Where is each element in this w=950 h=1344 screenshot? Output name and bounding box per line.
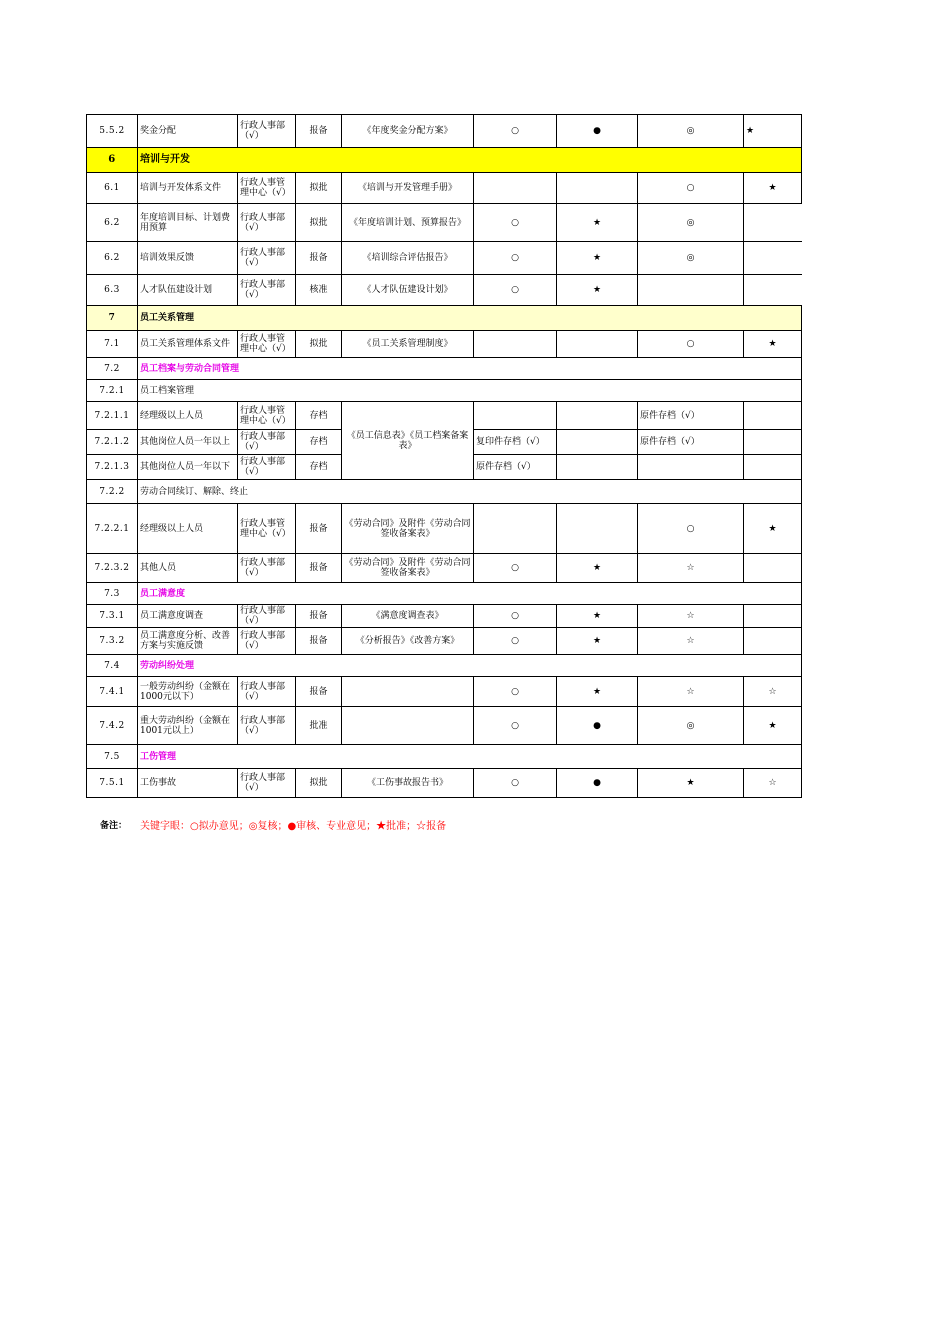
cell-col4 [744,430,802,455]
operation: 报备 [296,242,342,275]
table-row [87,504,802,554]
row-code: 7.2.1 [87,380,138,402]
item-name: 人才队伍建设计划 [138,275,238,306]
row-code: 7.2.3.2 [87,554,138,583]
table-row [87,402,802,430]
document-name: 《年度奖金分配方案》 [342,115,474,148]
subsection-title: 工伤管理 [138,745,802,769]
subsection-title: 劳动合同续订、解除、终止 [138,480,802,504]
document-name [342,707,474,745]
section-code: 7 [87,306,138,331]
symbol-col4: ★ [744,173,802,204]
table-row [87,745,802,769]
symbol-col2: ● [557,769,638,798]
cell-col3: 原件存档（√） [638,430,744,455]
symbol-col4 [744,204,802,242]
symbol-col4: ☆ [744,769,802,798]
subsection-title: 员工档案与劳动合同管理 [138,358,802,380]
table-row [87,275,802,306]
document-name: 《满意度调查表》 [342,605,474,628]
symbol-col1: ○ [474,769,557,798]
row-code: 7.2.2 [87,480,138,504]
symbol-col3: ◎ [638,242,744,275]
row-code: 6.2 [87,242,138,275]
table-row [87,628,802,655]
cell-col4 [744,402,802,430]
item-name: 其他岗位人员一年以上 [138,430,238,455]
document-name: 《员工信息表》《员工档案备案表》 [342,402,474,480]
cell-col1: 复印件存档（√） [474,430,557,455]
item-name: 一般劳动纠纷（金额在1000元以下） [138,677,238,707]
department: 行政人事管理中心（√） [238,173,296,204]
document-name: 《人才队伍建设计划》 [342,275,474,306]
operation: 存档 [296,402,342,430]
document-name [342,677,474,707]
operation: 报备 [296,554,342,583]
cell-col2 [557,402,638,430]
document-name: 《员工关系管理制度》 [342,331,474,358]
department: 行政人事管理中心（√） [238,331,296,358]
symbol-col1: ○ [474,677,557,707]
operation: 存档 [296,455,342,480]
cell-col4 [744,455,802,480]
operation: 报备 [296,605,342,628]
symbol-col4 [744,275,802,306]
symbol-col4: ☆ [744,677,802,707]
table-row [87,306,802,331]
symbol-col3: ☆ [638,605,744,628]
department: 行政人事部（√） [238,204,296,242]
symbol-col1: ○ [474,554,557,583]
symbol-col1 [474,173,557,204]
row-code: 7.3 [87,583,138,605]
table-row [87,677,802,707]
item-name: 培训与开发体系文件 [138,173,238,204]
document-name: 《工伤事故报告书》 [342,769,474,798]
symbol-col4 [744,605,802,628]
operation: 批准 [296,707,342,745]
symbol-col3: ○ [638,173,744,204]
department: 行政人事部（√） [238,275,296,306]
row-code: 7.2.1.3 [87,455,138,480]
table-row [87,554,802,583]
department: 行政人事部（√） [238,554,296,583]
note-legend: 关键字眼：○拟办意见；◎复核；●审核、专业意见；★批准；☆报备 [140,821,447,832]
department: 行政人事管理中心（√） [238,504,296,554]
symbol-col1 [474,331,557,358]
symbol-col2: ★ [557,204,638,242]
symbol-col2: ● [557,115,638,148]
row-code: 7.4.2 [87,707,138,745]
symbol-col4: ★ [744,331,802,358]
symbol-col1: ○ [474,275,557,306]
symbol-col3: ☆ [638,628,744,655]
operation: 拟批 [296,331,342,358]
symbol-col1: ○ [474,204,557,242]
symbol-col1: ○ [474,115,557,148]
symbol-col4 [744,554,802,583]
subsection-title: 员工满意度 [138,583,802,605]
symbol-col3: ◎ [638,115,744,148]
row-code: 7.2.1.2 [87,430,138,455]
symbol-col2 [557,173,638,204]
symbol-col3: ○ [638,331,744,358]
cell-col1: 原件存档（√） [474,455,557,480]
item-name: 重大劳动纠纷（金额在1001元以上） [138,707,238,745]
symbol-col1: ○ [474,242,557,275]
symbol-col1: ○ [474,605,557,628]
department: 行政人事部（√） [238,430,296,455]
table-row [87,358,802,380]
symbol-col2 [557,504,638,554]
document-name: 《劳动合同》及附件《劳动合同签收备案表》 [342,504,474,554]
item-name: 奖金分配 [138,115,238,148]
row-code: 7.5.1 [87,769,138,798]
table-row [87,707,802,745]
item-name: 其他人员 [138,554,238,583]
symbol-col3: ☆ [638,554,744,583]
operation: 报备 [296,677,342,707]
symbol-col3: ★ [638,769,744,798]
table-row [87,480,802,504]
symbol-col4 [744,628,802,655]
cell-col3: 原件存档（√） [638,402,744,430]
department: 行政人事部（√） [238,769,296,798]
row-code: 7.3.2 [87,628,138,655]
cell-col2 [557,430,638,455]
operation: 拟批 [296,769,342,798]
symbol-col3 [638,275,744,306]
table-row [87,655,802,677]
document-name: 《分析报告》《改善方案》 [342,628,474,655]
table-row [87,769,802,798]
item-name: 其他岗位人员一年以下 [138,455,238,480]
row-code: 7.1 [87,331,138,358]
row-code: 5.5.2 [87,115,138,148]
row-code: 7.2.2.1 [87,504,138,554]
row-code: 6.1 [87,173,138,204]
operation: 报备 [296,115,342,148]
symbol-col4: ★ [744,504,802,554]
table-row [87,242,802,275]
symbol-col2: ★ [557,242,638,275]
note-label: 备注： [100,821,128,831]
table-row [87,204,802,242]
cell-col1 [474,402,557,430]
row-code: 7.2 [87,358,138,380]
symbol-col3: ☆ [638,677,744,707]
department: 行政人事部（√） [238,115,296,148]
symbol-col2: ★ [557,605,638,628]
operation: 核准 [296,275,342,306]
department: 行政人事部（√） [238,707,296,745]
department: 行政人事部（√） [238,242,296,275]
symbol-col1: ○ [474,707,557,745]
operation: 报备 [296,504,342,554]
item-name: 工伤事故 [138,769,238,798]
table-row [87,331,802,358]
symbol-col4: ★ [744,707,802,745]
document-name: 《培训综合评估报告》 [342,242,474,275]
document-name: 《劳动合同》及附件《劳动合同签收备案表》 [342,554,474,583]
table-row [87,605,802,628]
department: 行政人事部（√） [238,455,296,480]
symbol-col3: ○ [638,504,744,554]
department: 行政人事部（√） [238,628,296,655]
item-name: 员工满意度调查 [138,605,238,628]
department: 行政人事部（√） [238,605,296,628]
symbol-col2: ★ [557,275,638,306]
responsibility-table [86,114,802,798]
operation: 拟批 [296,204,342,242]
symbol-col1: ○ [474,628,557,655]
row-code: 6.3 [87,275,138,306]
item-name: 员工满意度分析、改善方案与实施反馈 [138,628,238,655]
item-name: 培训效果反馈 [138,242,238,275]
operation: 报备 [296,628,342,655]
table-row [87,583,802,605]
document-name: 《年度培训计划、预算报告》 [342,204,474,242]
row-code: 7.3.1 [87,605,138,628]
item-name: 经理级以上人员 [138,402,238,430]
subsection-title: 劳动纠纷处理 [138,655,802,677]
row-code: 7.4 [87,655,138,677]
subsection-title: 员工档案管理 [138,380,802,402]
row-code: 6.2 [87,204,138,242]
operation: 拟批 [296,173,342,204]
section-code: 6 [87,148,138,173]
cell-col2 [557,455,638,480]
department: 行政人事部（√） [238,677,296,707]
symbol-col4 [744,242,802,275]
section-title: 培训与开发 [138,148,802,173]
symbol-col2: ★ [557,554,638,583]
item-name: 经理级以上人员 [138,504,238,554]
symbol-col4: ★ [744,115,802,148]
table-row [87,380,802,402]
table-row [87,148,802,173]
operation: 存档 [296,430,342,455]
symbol-col2: ★ [557,677,638,707]
table-row [87,173,802,204]
symbol-col3: ◎ [638,707,744,745]
symbol-col3: ◎ [638,204,744,242]
row-code: 7.4.1 [87,677,138,707]
row-code: 7.5 [87,745,138,769]
symbol-col2 [557,331,638,358]
department: 行政人事管理中心（√） [238,402,296,430]
cell-col3 [638,455,744,480]
table-row [87,115,802,148]
item-name: 年度培训目标、计划费用预算 [138,204,238,242]
document-name: 《培训与开发管理手册》 [342,173,474,204]
row-code: 7.2.1.1 [87,402,138,430]
symbol-col2: ★ [557,628,638,655]
item-name: 员工关系管理体系文件 [138,331,238,358]
section-title: 员工关系管理 [138,306,802,331]
symbol-col1 [474,504,557,554]
symbol-col2: ● [557,707,638,745]
